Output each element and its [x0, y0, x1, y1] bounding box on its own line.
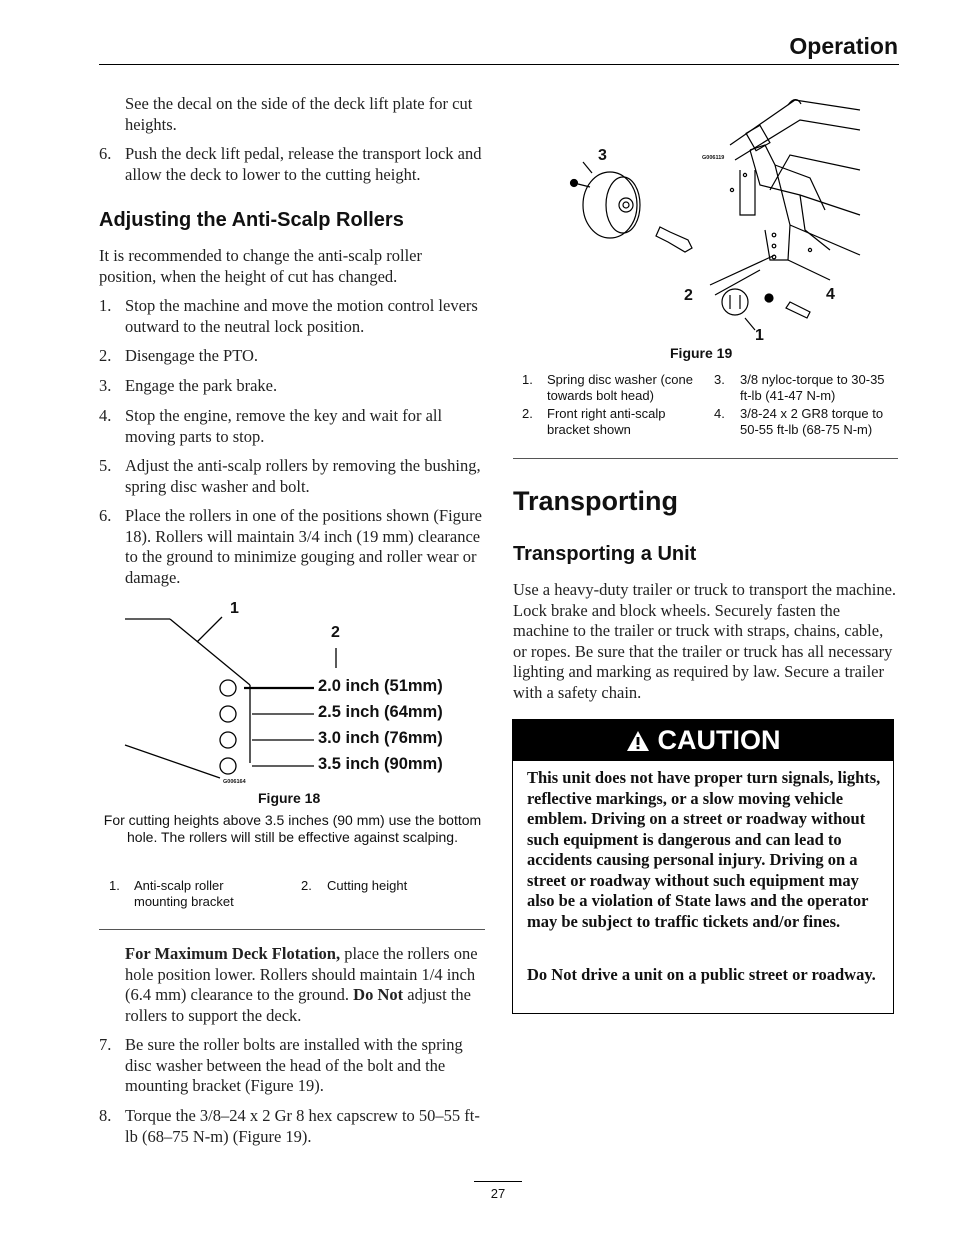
divider: [513, 458, 898, 459]
step-number: 5.: [99, 456, 112, 475]
heading-anti-scalp: Adjusting the Anti-Scalp Rollers: [99, 209, 404, 231]
step-text: Adjust the anti-scalp rollers by removing the bushing, spring disc washer and bolt.: [125, 456, 481, 496]
legend-text: Front right anti-scalp bracket shown: [547, 406, 666, 437]
flotation-bold-2: Do Not: [353, 985, 404, 1004]
figure-19-caption: Figure 19: [670, 345, 733, 361]
figure-code: G006119: [702, 155, 725, 161]
intro-text: See the decal on the side of the deck lift plate for cut heights.: [125, 94, 473, 134]
figure-18-note: For cutting heights above 3.5 inches (90 mm) use the bottom hole. The rollers will still be effective against scalping.: [103, 812, 482, 845]
legend-text: 3/8 nyloc-torque to 30-35 ft-lb (41-47 N-m): [740, 372, 885, 403]
step-text: Be sure the roller bolts are installed with the spring disc washer between the head of the bolt and the mounting bracket (Figure 19).: [125, 1035, 463, 1095]
legend-number: 2.: [301, 878, 312, 893]
legend-text: Cutting height: [327, 878, 408, 893]
page-number: 27: [490, 1186, 506, 1201]
flotation-text-2: adjust the rollers to support the deck.: [125, 985, 471, 1025]
step-number: 4.: [99, 406, 112, 425]
cut-height-label: 2.5 inch (64mm): [318, 703, 443, 721]
warning-triangle-icon: [626, 730, 650, 752]
step-number: 6.: [99, 506, 112, 525]
callout-3: 3: [598, 147, 607, 164]
step-number: 1.: [99, 296, 112, 315]
caution-box: [512, 719, 894, 1014]
step-text: Stop the machine and move the motion control levers outward to the neutral lock position.: [125, 296, 478, 336]
callout-1: 1: [755, 327, 764, 344]
step-text: Place the rollers in one of the positions shown (Figure 18). Rollers will maintain 3/4 inch (19 mm) clearance to the ground to minimize gouging and roller wear or damage.: [125, 506, 482, 587]
legend-number: 2.: [522, 406, 533, 421]
step-text: Engage the park brake.: [125, 376, 278, 395]
heading-transporting-unit: Transporting a Unit: [513, 543, 697, 565]
caution-label: CAUTION: [657, 725, 781, 755]
legend-number: 3.: [714, 372, 725, 387]
divider: [99, 929, 485, 930]
legend-text: Anti-scalp roller mounting bracket: [134, 878, 234, 909]
step-number: 8.: [99, 1106, 112, 1125]
flotation-paragraph: [125, 944, 487, 1026]
callout-2: 2: [331, 624, 340, 641]
callout-4: 4: [826, 286, 835, 303]
paragraph: It is recommended to change the anti-scalp roller position, when the height of cut has changed.: [99, 246, 422, 286]
legend-text: 3/8-24 x 2 GR8 torque to 50-55 ft-lb (68-75 N-m): [740, 406, 884, 437]
flotation-bold: For Maximum Deck Flotation,: [125, 944, 341, 963]
caution-header: [513, 720, 893, 761]
step-number: 3.: [99, 376, 112, 395]
cut-height-label: 3.0 inch (76mm): [318, 729, 443, 747]
step-number: 2.: [99, 346, 112, 365]
callout-2: 2: [684, 287, 693, 304]
legend-text: Spring disc washer (cone towards bolt head): [547, 372, 693, 403]
legend-number: 1.: [109, 878, 120, 893]
caution-text-2: Do Not drive a unit on a public street or roadway.: [527, 965, 876, 984]
step-text: Disengage the PTO.: [125, 346, 259, 365]
legend-number: 1.: [522, 372, 533, 387]
caution-text: This unit does not have proper turn signals, lights, reflective markings, or a slow moving vehicle emblem. Driving on a street or roadway without such equipment is dangerous and can lead to accidents causing personal injury. Driving on a street or roadway without such equipment may also be a violation of State laws and the operator may be subject to traffic tickets and/or fines.: [527, 768, 881, 931]
transport-paragraph: Use a heavy-duty trailer or truck to transport the machine. Lock brake and block wheels. Securely fasten the machine to the trailer or truck with straps, chains, cable, or ropes. Be sure that the trailer or truck has all necessary lighting and marking as required by law. Secure a trailer with a safety chain.: [513, 580, 897, 702]
figure-19-diagram: [560, 90, 865, 345]
legend-number: 4.: [714, 406, 725, 421]
step-text: Push the deck lift pedal, release the transport lock and allow the deck to lower to the cutting height.: [125, 144, 482, 184]
step-number: 6.: [99, 144, 112, 163]
heading-transporting: Transporting: [513, 486, 679, 516]
step-text: Stop the engine, remove the key and wait for all moving parts to stop.: [125, 406, 443, 446]
footer-rule: [474, 1181, 522, 1182]
step-number: 7.: [99, 1035, 112, 1054]
section-title: Operation: [789, 33, 898, 59]
callout-1: 1: [230, 600, 239, 617]
figure-18-caption: Figure 18: [258, 790, 321, 806]
cut-height-label: 2.0 inch (51mm): [318, 677, 443, 695]
step-text: Torque the 3/8–24 x 2 Gr 8 hex capscrew to 50–55 ft-lb (68–75 N-m) (Figure 19).: [125, 1106, 480, 1146]
cut-height-label: 3.5 inch (90mm): [318, 755, 443, 773]
figure-code: G006164: [223, 779, 246, 785]
header-divider: [99, 64, 899, 65]
flotation-text: place the rollers one hole position lower. Rollers should maintain 1/4 inch (6.4 mm) clearance to the ground.: [125, 944, 478, 1004]
